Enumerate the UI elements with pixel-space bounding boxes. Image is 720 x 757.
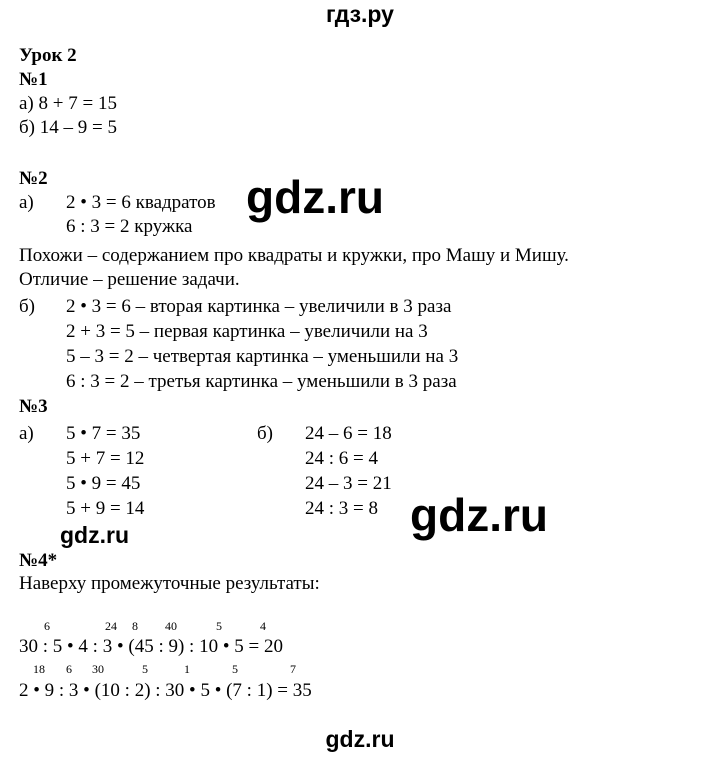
task4-intro: Наверху промежуточные результаты: xyxy=(19,573,320,594)
watermark: gdz.ru xyxy=(410,489,548,541)
task4-expr1-intermediate: 40 xyxy=(165,619,177,633)
task4-expr2-intermediate: 18 xyxy=(33,662,45,676)
task3-a-line-2: 5 + 7 = 12 xyxy=(66,448,145,469)
task1-title: №1 xyxy=(19,69,48,90)
task4-expr1-intermediate: 24 xyxy=(105,619,117,633)
task4-expr1-intermediate: 8 xyxy=(132,619,138,633)
task2-b-line-1: 2 • 3 = 6 – вторая картинка – увеличили в 3 раза xyxy=(66,296,452,317)
watermark: gdz.ru xyxy=(60,522,129,548)
task2-b-line-3: 5 – 3 = 2 – четвертая картинка – уменьшили на 3 xyxy=(66,346,459,367)
task2-a-line-2: 6 : 3 = 2 кружка xyxy=(66,216,193,237)
task2-a-label: а) xyxy=(19,192,34,213)
task4-expr2: 2 • 9 : 3 • (10 : 2) : 30 • 5 • (7 : 1) = 35 xyxy=(19,680,312,701)
task2-title: №2 xyxy=(19,168,48,189)
task3-a-line-1: 5 • 7 = 35 xyxy=(66,423,141,444)
task4-expr2-intermediate: 1 xyxy=(184,662,190,676)
task3-b-line-2: 24 : 6 = 4 xyxy=(305,448,378,469)
task4-expr2-intermediate: 5 xyxy=(232,662,238,676)
task2-b-label: б) xyxy=(19,296,35,317)
task1-line-b: б) 14 – 9 = 5 xyxy=(19,117,117,138)
task2-a-line-1: 2 • 3 = 6 квадратов xyxy=(66,192,216,213)
task4-title: №4* xyxy=(19,550,58,571)
task2-different: Отличие – решение задачи. xyxy=(19,269,240,290)
watermark: gdz.ru xyxy=(246,171,384,223)
task2-similar: Похожи – содержанием про квадраты и кружки, про Машу и Мишу. xyxy=(19,245,569,266)
task3-a-label: а) xyxy=(19,423,34,444)
task4-expr2-intermediate: 30 xyxy=(92,662,104,676)
site-header: гдз.ру xyxy=(326,1,394,27)
task3-title: №3 xyxy=(19,396,48,417)
task4-expr2-intermediate: 6 xyxy=(66,662,72,676)
task4-expr1-intermediate: 6 xyxy=(44,619,50,633)
task3-b-line-1: 24 – 6 = 18 xyxy=(305,423,392,444)
watermark: gdz.ru xyxy=(325,726,395,752)
task4-expr1-intermediate: 5 xyxy=(216,619,222,633)
task3-b-label: б) xyxy=(257,423,273,444)
task4-expr1: 30 : 5 • 4 : 3 • (45 : 9) : 10 • 5 = 20 xyxy=(19,636,283,657)
lesson-title: Урок 2 xyxy=(19,45,77,66)
task1-line-a: а) 8 + 7 = 15 xyxy=(19,93,117,114)
task2-b-line-4: 6 : 3 = 2 – третья картинка – уменьшили в 3 раза xyxy=(66,371,457,392)
task4-expr2-intermediate: 5 xyxy=(142,662,148,676)
task2-b-line-2: 2 + 3 = 5 – первая картинка – увеличили на 3 xyxy=(66,321,428,342)
task3-b-line-3: 24 – 3 = 21 xyxy=(305,473,392,494)
task4-expr2-intermediate: 7 xyxy=(290,662,296,676)
task3-a-line-4: 5 + 9 = 14 xyxy=(66,498,145,519)
task4-expr1-intermediate: 4 xyxy=(260,619,266,633)
task3-b-line-4: 24 : 3 = 8 xyxy=(305,498,378,519)
task3-a-line-3: 5 • 9 = 45 xyxy=(66,473,141,494)
